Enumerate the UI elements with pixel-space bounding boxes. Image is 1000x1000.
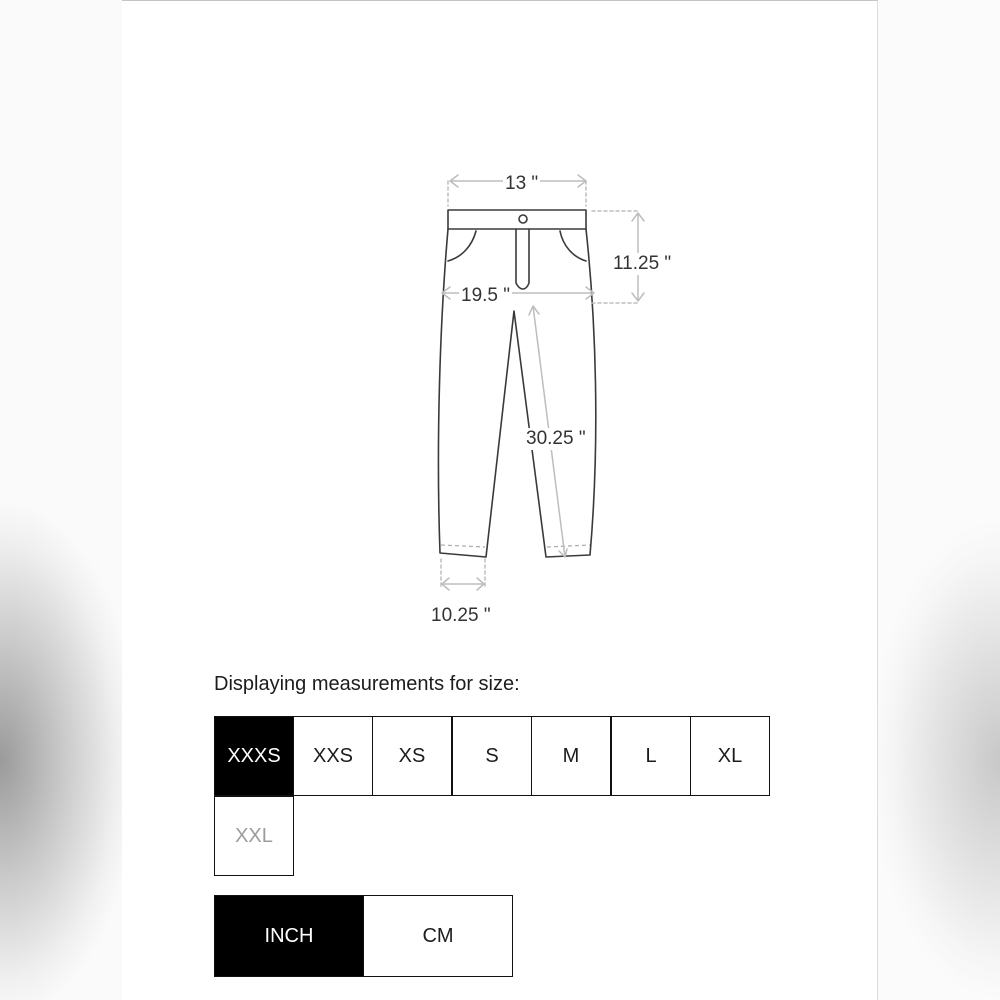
size-button-m[interactable]: M (531, 716, 611, 796)
size-button-l[interactable]: L (611, 716, 691, 796)
pants-outline (438, 229, 595, 557)
button-icon (519, 215, 527, 223)
hip-measurement: 19.5 " (461, 285, 511, 306)
front-rise-measurement: 11.25 " (613, 253, 672, 274)
pants-waistband (448, 210, 586, 229)
unit-button-inch[interactable]: INCH (214, 895, 364, 977)
size-caption: Displaying measurements for size: (214, 673, 520, 695)
hem-stitch-right (547, 545, 590, 547)
size-button-xxxs[interactable]: XXXS (214, 716, 294, 796)
pants-fly (516, 229, 529, 289)
hem-stitch-left (441, 545, 485, 547)
inseam-measurement: 30.25 " (526, 428, 586, 449)
size-button-xxl[interactable]: XXL (214, 796, 294, 876)
size-button-s[interactable]: S (452, 716, 532, 796)
waist-measurement: 13 " (505, 173, 539, 194)
pants-pocket-right (560, 231, 586, 261)
pants-diagram (122, 1, 878, 661)
size-button-xxs[interactable]: XXS (293, 716, 373, 796)
size-guide-panel (122, 0, 878, 1000)
size-button-xs[interactable]: XS (372, 716, 452, 796)
unit-button-cm[interactable]: CM (363, 895, 513, 977)
pants-pocket-left (448, 231, 476, 261)
leg-opening-arrow (442, 578, 484, 590)
background-right (878, 0, 1000, 1000)
leg-opening-measurement: 10.25 " (431, 605, 491, 626)
size-button-xl[interactable]: XL (690, 716, 770, 796)
background-left (0, 0, 122, 1000)
